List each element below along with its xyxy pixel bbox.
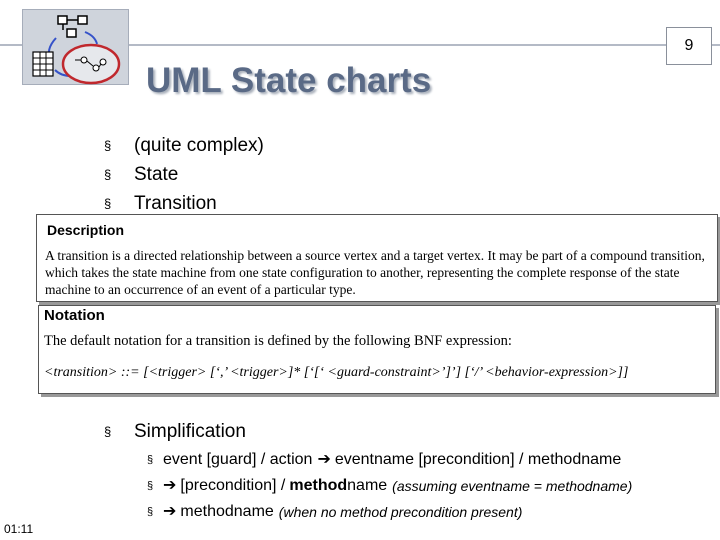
notation-box: [38, 305, 716, 394]
rule-note: (assuming eventname = methodname): [392, 478, 633, 494]
bullet-marker: §: [104, 196, 112, 211]
description-box: [36, 214, 718, 302]
notation-heading: Notation: [44, 307, 105, 324]
simplification-label: Simplification: [134, 421, 246, 442]
notation-text: The default notation for a transition is defined by the following BNF expression:: [44, 333, 512, 349]
bullet-text: (quite complex): [134, 135, 264, 156]
rule-result: eventname [precondition] / methodname: [334, 451, 622, 468]
page-number: 9: [666, 27, 712, 65]
list-item: [147, 474, 632, 500]
bullet-marker: §: [147, 454, 154, 466]
page-title: UML State charts: [146, 61, 432, 100]
arrow-right-icon: ➔: [317, 451, 331, 468]
rule-prefix: event [guard] / action: [163, 451, 313, 468]
list-item: [104, 162, 264, 191]
bullet-text: Transition: [134, 193, 217, 214]
notation-bnf-expression: <transition> ::= [<trigger> [‘,’ <trigger>]* [‘[‘ <guard-constraint>’]’] [‘/’ <behavior-expression>]]: [44, 365, 629, 380]
rule-result-bold: method: [289, 477, 348, 494]
timestamp: 01:11: [4, 522, 34, 536]
bullet-text: State: [134, 164, 179, 185]
rule-note: (when no method precondition present): [278, 504, 523, 520]
rule-result: [precondition] /: [180, 477, 286, 494]
bullet-list: [104, 133, 264, 220]
simplification-list: [147, 448, 632, 526]
uml-diagram-logo-icon: [22, 9, 129, 85]
rule-result: methodname: [180, 503, 274, 520]
arrow-right-icon: ➔: [163, 503, 177, 520]
list-item: [147, 448, 632, 474]
arrow-right-icon: ➔: [163, 477, 177, 494]
description-heading: Description: [47, 222, 125, 238]
list-item: [104, 133, 264, 162]
rule-result-tail: name: [347, 477, 388, 494]
bullet-marker: §: [104, 424, 112, 439]
description-text: A transition is a directed relationship between a source vertex and a target vertex. It may be part of a compound transition, which takes the state machine from one state configuration to another, representing the complete response of the state machine to an occurrence of an event of a particular type.: [45, 248, 705, 297]
bullet-marker: §: [147, 506, 154, 518]
bullet-marker: §: [104, 167, 112, 182]
list-item: [147, 500, 632, 526]
bullet-marker: §: [147, 480, 154, 492]
bullet-marker: §: [104, 138, 112, 153]
simplification-bullet: [104, 420, 246, 444]
